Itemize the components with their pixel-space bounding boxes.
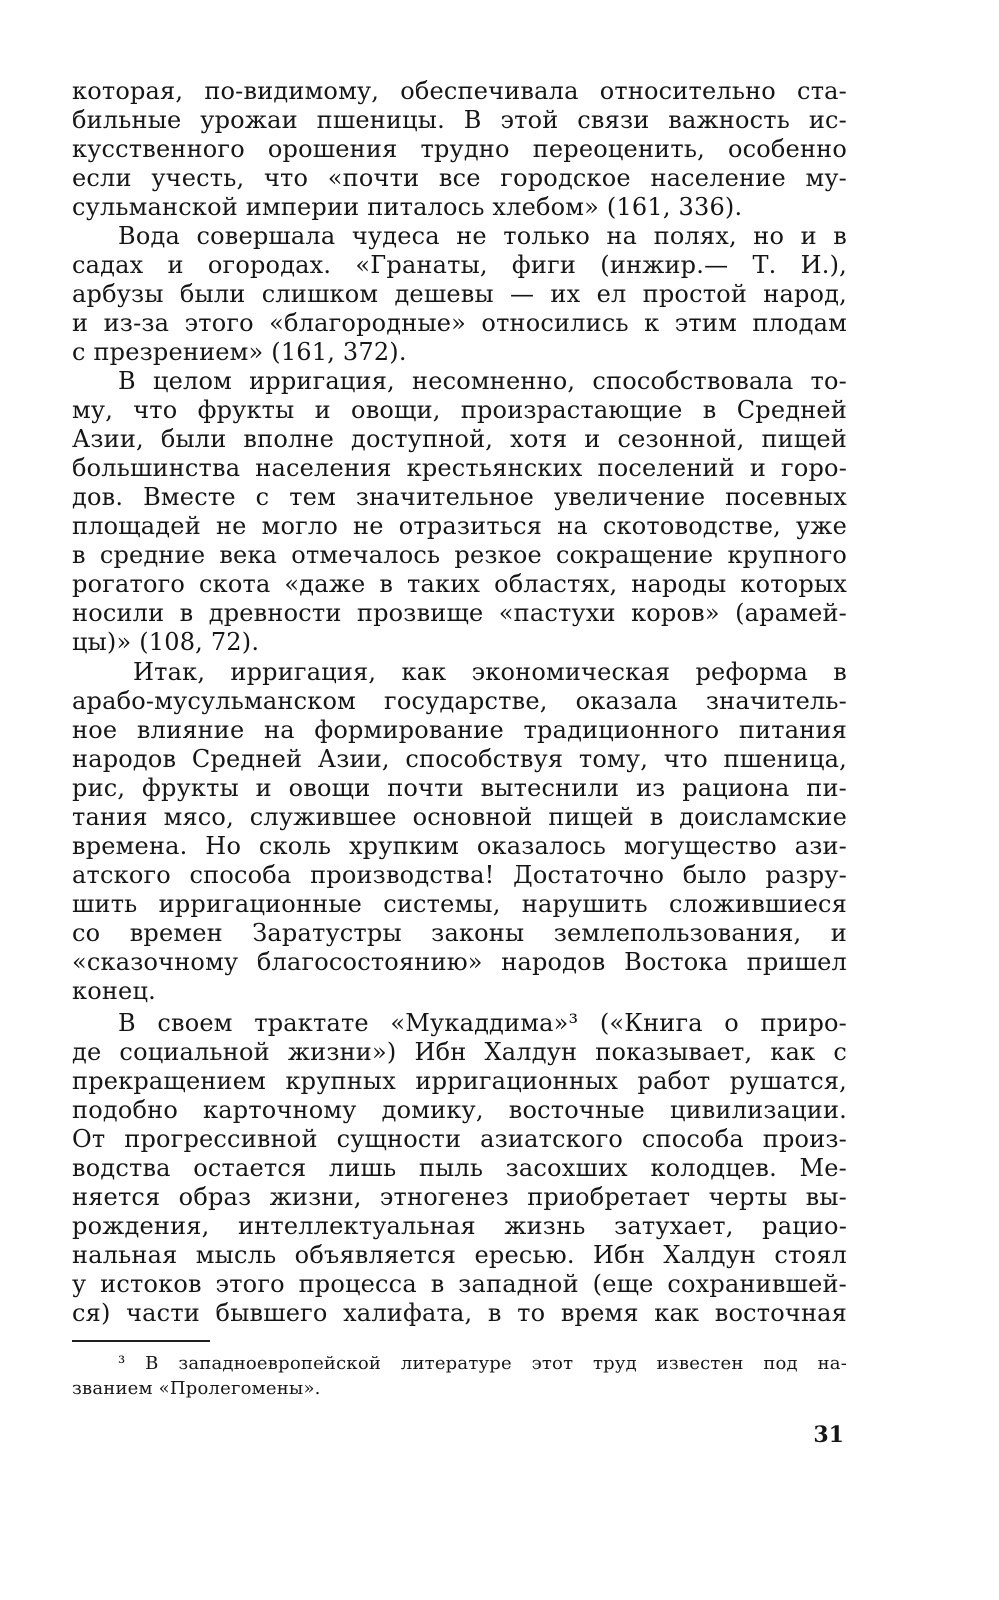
text-line: шить ирригационные системы, нарушить сложившиеся [72, 890, 847, 918]
text-line: атского способа производства! Достаточно было разру- [72, 861, 847, 889]
text-line: носили в древности прозвище «пастухи коров» (арамей- [72, 599, 847, 627]
text-line: В своем трактате «Мукаддима»³ («Книга о приро- [118, 1009, 847, 1037]
text-line: конец. [72, 977, 156, 1005]
text-line: рождения, интеллектуальная жизнь затухает, рацио- [72, 1212, 847, 1240]
text-line: садах и огородах. «Гранаты, фиги (инжир.— Т. И.), [72, 251, 847, 279]
text-line: Итак, ирригация, как экономическая реформа в [133, 658, 847, 686]
text-line: тания мясо, служившее основной пищей в доисламские [72, 803, 847, 831]
text-line: Вода совершала чудеса не только на полях, но и в [118, 222, 847, 250]
text-line: бильные урожаи пшеницы. В этой связи важность ис- [72, 106, 847, 134]
footnote-line: ³ В западноевропейской литературе этот труд известен под на- [118, 1353, 847, 1374]
text-line: подобно карточному домику, восточные цивилизации. [72, 1096, 847, 1124]
text-line: в средние века отмечалось резкое сокращение крупного [72, 541, 847, 569]
text-line: у истоков этого процесса в западной (еще сохранившей- [72, 1270, 847, 1298]
text-line: В целом ирригация, несомненно, способствовала то- [118, 367, 847, 395]
page-number: 31 [813, 1422, 844, 1448]
text-line: «сказочному благосостоянию» народов Востока пришел [72, 948, 847, 976]
text-line: прекращением крупных ирригационных работ рушатся, [72, 1067, 847, 1095]
text-line: арабо-мусульманском государстве, оказала значитель- [72, 687, 847, 715]
text-line: народов Средней Азии, способствуя тому, что пшеница, [72, 745, 847, 773]
text-line: и из-за этого «благородные» относились к этим плодам [72, 309, 847, 337]
footnote-divider [72, 1340, 210, 1342]
text-line: которая, по-видимому, обеспечивала относительно ста- [72, 77, 847, 105]
text-line: кусственного орошения трудно переоценить, особенно [72, 135, 847, 163]
text-line: большинства населения крестьянских поселений и горо- [72, 454, 847, 482]
text-line: От прогрессивной сущности азиатского способа произ- [72, 1125, 847, 1153]
text-line: цы)» (108, 72). [72, 628, 260, 656]
text-line: со времен Заратустры законы землепользования, и [72, 919, 847, 947]
text-line: сульманской империи питалось хлебом» (161, 336). [72, 193, 743, 221]
text-line: рогатого скота «даже в таких областях, народы которых [72, 570, 847, 598]
text-line: ное влияние на формирование традиционного питания [72, 716, 847, 744]
text-line: водства остается лишь пыль засохших колодцев. Ме- [72, 1154, 847, 1182]
text-line: нальная мысль объявляется ересью. Ибн Халдун стоял [72, 1241, 847, 1269]
text-line: времена. Но сколь хрупким оказалось могущество ази- [72, 832, 847, 860]
text-line: с презрением» (161, 372). [72, 338, 407, 366]
text-line: му, что фрукты и овощи, произрастающие в Средней [72, 396, 847, 424]
text-line: няется образ жизни, этногенез приобретает черты вы- [72, 1183, 847, 1211]
text-line: дов. Вместе с тем значительное увеличение посевных [72, 483, 847, 511]
text-line: если учесть, что «почти все городское население му- [72, 164, 847, 192]
text-line: ся) части бывшего халифата, в то время как восточная [72, 1299, 847, 1327]
text-line: рис, фрукты и овощи почти вытеснили из рациона пи- [72, 774, 847, 802]
text-line: площадей не могло не отразиться на скотоводстве, уже [72, 512, 847, 540]
text-line: де социальной жизни») Ибн Халдун показывает, как с [72, 1038, 847, 1066]
footnote-line: званием «Пролегомены». [72, 1378, 321, 1399]
text-line: арбузы были слишком дешевы — их ел простой народ, [72, 280, 847, 308]
text-line: Азии, были вполне доступной, хотя и сезонной, пищей [72, 425, 847, 453]
